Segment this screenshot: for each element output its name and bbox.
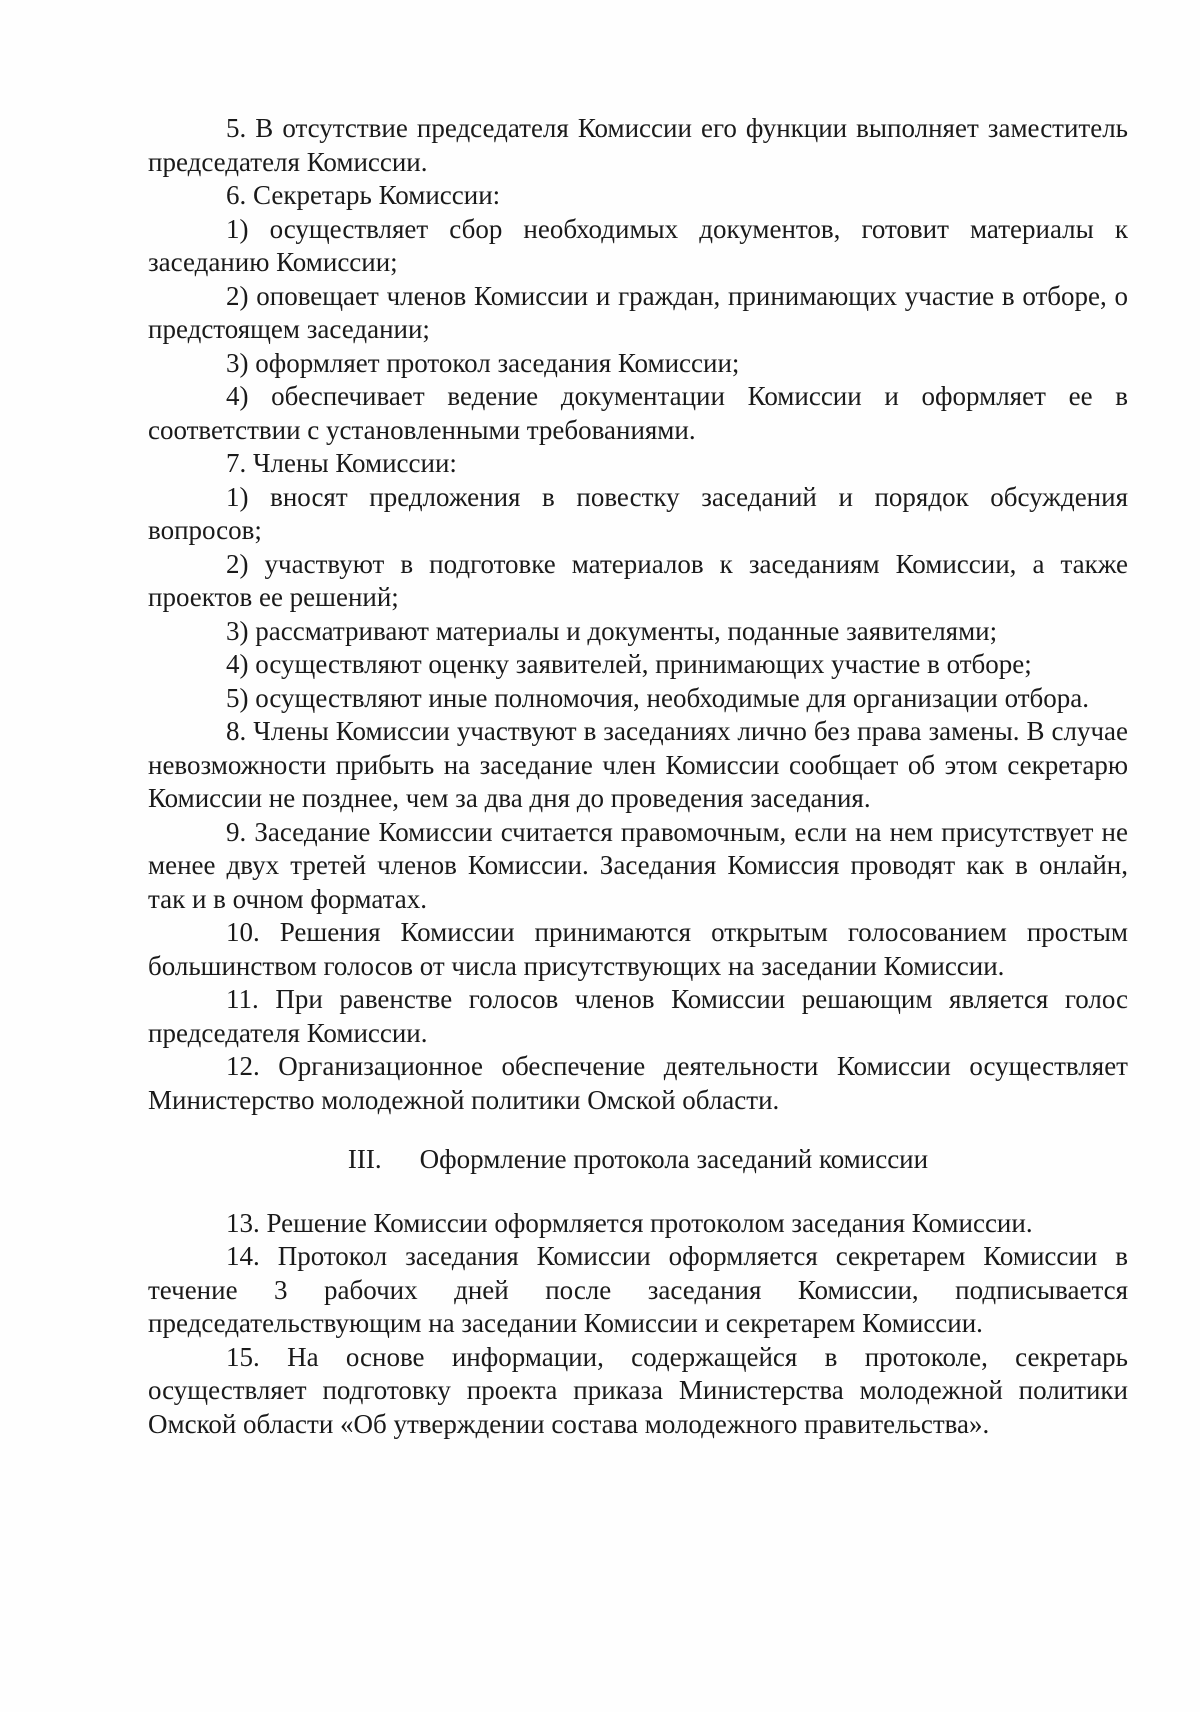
paragraph-5: 5. В отсутствие председателя Комиссии его функции выполняет заместитель председателя Комиссии. [148, 113, 1128, 177]
paragraph-6-4: 4) обеспечивает ведение документации Комиссии и оформляет ее в соответствии с установленными требованиями. [148, 381, 1128, 445]
paragraph-10: 10. Решения Комиссии принимаются открытым голосованием простым большинством голосов от числа присутствующих на заседании Комиссии. [148, 917, 1128, 981]
paragraph-7-2: 2) участвуют в подготовке материалов к заседаниям Комиссии, а также проектов ее решений; [148, 548, 1128, 612]
paragraph-14: 14. Протокол заседания Комиссии оформляется секретарем Комиссии в течение 3 рабочих дней после заседания Комиссии, подписывается председательствующим на заседании Комиссии и секретарем Комиссии. [148, 1241, 1128, 1338]
paragraph-7-3: 3) рассматривают материалы и документы, поданные заявителями; [226, 615, 998, 646]
paragraph-7-4: 4) осуществляют оценку заявителей, принимающих участие в отборе; [226, 649, 1032, 679]
paragraph-11: 11. При равенстве голосов членов Комиссии решающим является голос председателя Комиссии. [148, 984, 1128, 1048]
paragraph-6-2: 2) оповещает членов Комиссии и граждан, принимающих участие в отборе, о предстоящем заседании; [148, 280, 1128, 344]
paragraph-13: 13. Решение Комиссии оформляется протоколом заседания Комиссии. [226, 1207, 1033, 1238]
paragraph-6-3: 3) оформляет протокол заседания Комиссии; [226, 347, 740, 378]
paragraph-7-1: 1) вносят предложения в повестку заседаний и порядок обсуждения вопросов; [148, 481, 1128, 545]
paragraph-6-1: 1) осуществляет сбор необходимых документов, готовит материалы к заседанию Комиссии; [148, 213, 1128, 277]
paragraph-12: 12. Организационное обеспечение деятельности Комиссии осуществляет Министерство молодежной политики Омской области. [148, 1051, 1128, 1115]
paragraph-15: 15. На основе информации, содержащейся в протоколе, секретарь осуществляет подготовку проекта приказа Министерства молодежной политики Омской области «Об утверждении состава молодежного правительства». [148, 1341, 1128, 1439]
paragraph-7-5: 5) осуществляют иные полномочия, необходимые для организации отбора. [226, 682, 1090, 713]
paragraph-9: 9. Заседание Комиссии считается правомочным, если на нем присутствует не менее двух третей членов Комиссии. Заседания Комиссия проводят как в онлайн, так и в очном форматах. [148, 816, 1128, 914]
paragraph-6: 6. Секретарь Комиссии: [226, 180, 501, 210]
section-number: III. [347, 1144, 382, 1174]
paragraph-7: 7. Члены Комиссии: [226, 448, 457, 478]
section-title: Оформление протокола заседаний комиссии [419, 1144, 929, 1174]
document-body [148, 112, 1128, 1441]
paragraph-8: 8. Члены Комиссии участвуют в заседаниях лично без права замены. В случае невозможности прибыть на заседание член Комиссии сообщает об этом секретарю Комиссии не позднее, чем за два дня до проведения заседания. [148, 716, 1128, 813]
section-heading [148, 1143, 1128, 1177]
